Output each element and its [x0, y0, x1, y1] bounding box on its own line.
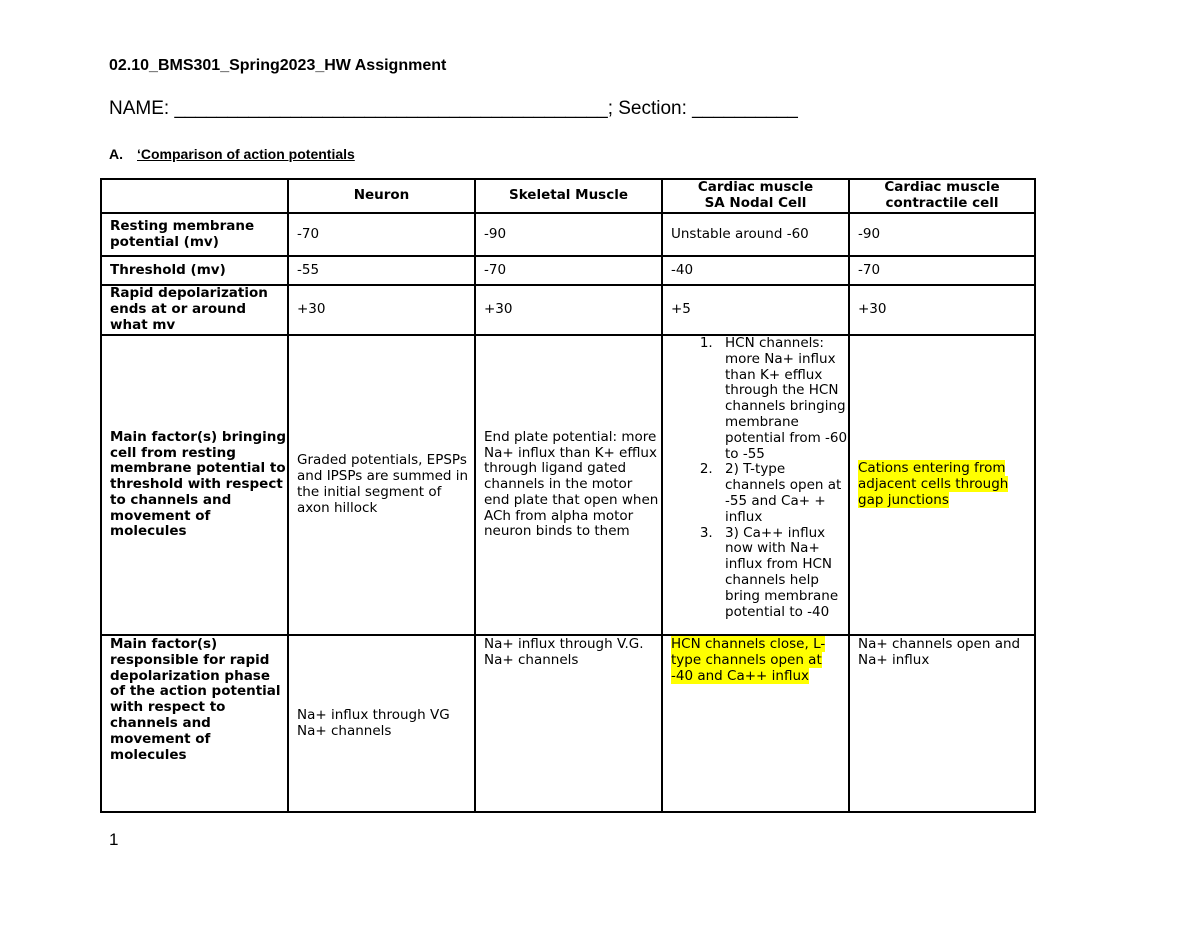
cell-to-threshold-contractile [849, 335, 1035, 635]
cell-to-threshold-skeletal: End plate potential: more Na+ influx than K+ efflux through ligand gated channels in the motor end plate that open when ACh from alpha motor neuron binds to them [475, 335, 662, 635]
col-header-sa-line2: SA Nodal Cell [704, 195, 807, 211]
row-header-depol-end: Rapid depolarization ends at or around what mv [101, 285, 288, 335]
row-header-rapid-depol: Main factor(s) responsible for rapid depolarization phase of the action potential with respect to channels and movement of molecules [101, 635, 288, 812]
row-header-resting: Resting membrane potential (mv) [101, 213, 288, 256]
comparison-table [100, 178, 1036, 813]
cell-threshold-sa: -40 [662, 256, 849, 285]
cell-depol-end-skeletal: +30 [475, 285, 662, 335]
cell-to-threshold-sa [662, 335, 849, 635]
cell-depol-end-neuron: +30 [288, 285, 475, 335]
section-heading-text: ‘Comparison of action potentials [137, 146, 355, 162]
cell-resting-skeletal: -90 [475, 213, 662, 256]
col-header-skeletal-muscle: Skeletal Muscle [475, 179, 662, 213]
name-section-line: NAME: _________________________________________; Section: __________ [109, 98, 798, 119]
section-letter: A. [109, 146, 123, 162]
table-row [101, 256, 1035, 285]
table-row [101, 335, 1035, 635]
cell-rapid-depol-contractile: Na+ channels open and Na+ influx [849, 635, 1035, 812]
col-header-contractile-line1: Cardiac muscle [884, 179, 1000, 196]
col-header-neuron: Neuron [288, 179, 475, 213]
page-number: 1 [109, 830, 119, 849]
sa-factor-list [663, 336, 848, 620]
cell-threshold-skeletal: -70 [475, 256, 662, 285]
highlighted-text: HCN channels close, L-type channels open at -40 and Ca++ influx [671, 636, 826, 684]
row-header-threshold: Threshold (mv) [101, 256, 288, 285]
cell-to-threshold-neuron: Graded potentials, EPSPs and IPSPs are summed in the initial segment of axon hillock [288, 335, 475, 635]
cell-rapid-depol-neuron: Na+ influx through VG Na+ channels [288, 635, 475, 812]
list-item: 1. HCN channels: more Na+ influx than K+ efflux through the HCN channels bringing membrane potential from -60 to -55 [717, 336, 848, 462]
cell-resting-sa: Unstable around -60 [662, 213, 849, 256]
col-header-sa-nodal [662, 179, 849, 213]
list-item: 3. 3) Ca++ influx now with Na+ influx from HCN channels help bring membrane potential to -40 [717, 526, 848, 621]
cell-rapid-depol-sa [662, 635, 849, 812]
row-header-to-threshold: Main factor(s) bringing cell from resting membrane potential to threshold with respect to channels and movement of molecules [101, 335, 288, 635]
table-row [101, 213, 1035, 256]
cell-resting-contractile: -90 [849, 213, 1035, 256]
col-header-contractile [849, 179, 1035, 213]
table-row [101, 635, 1035, 812]
table-row [101, 285, 1035, 335]
col-header-contractile-line2: contractile cell [885, 195, 999, 211]
cell-depol-end-sa: +5 [662, 285, 849, 335]
cell-depol-end-contractile: +30 [849, 285, 1035, 335]
document-title: 02.10_BMS301_Spring2023_HW Assignment [109, 57, 447, 74]
highlighted-text: Cations entering from adjacent cells through gap junctions [858, 460, 1009, 508]
cell-threshold-neuron: -55 [288, 256, 475, 285]
col-header-sa-line1: Cardiac muscle [697, 179, 814, 196]
cell-rapid-depol-skeletal: Na+ influx through V.G. Na+ channels [475, 635, 662, 812]
table-header-row [101, 179, 1035, 213]
cell-threshold-contractile: -70 [849, 256, 1035, 285]
cell-resting-neuron: -70 [288, 213, 475, 256]
corner-cell [101, 179, 288, 213]
list-item: 2. 2) T-type channels open at -55 and Ca+ + influx [717, 462, 848, 525]
section-heading [109, 146, 355, 162]
